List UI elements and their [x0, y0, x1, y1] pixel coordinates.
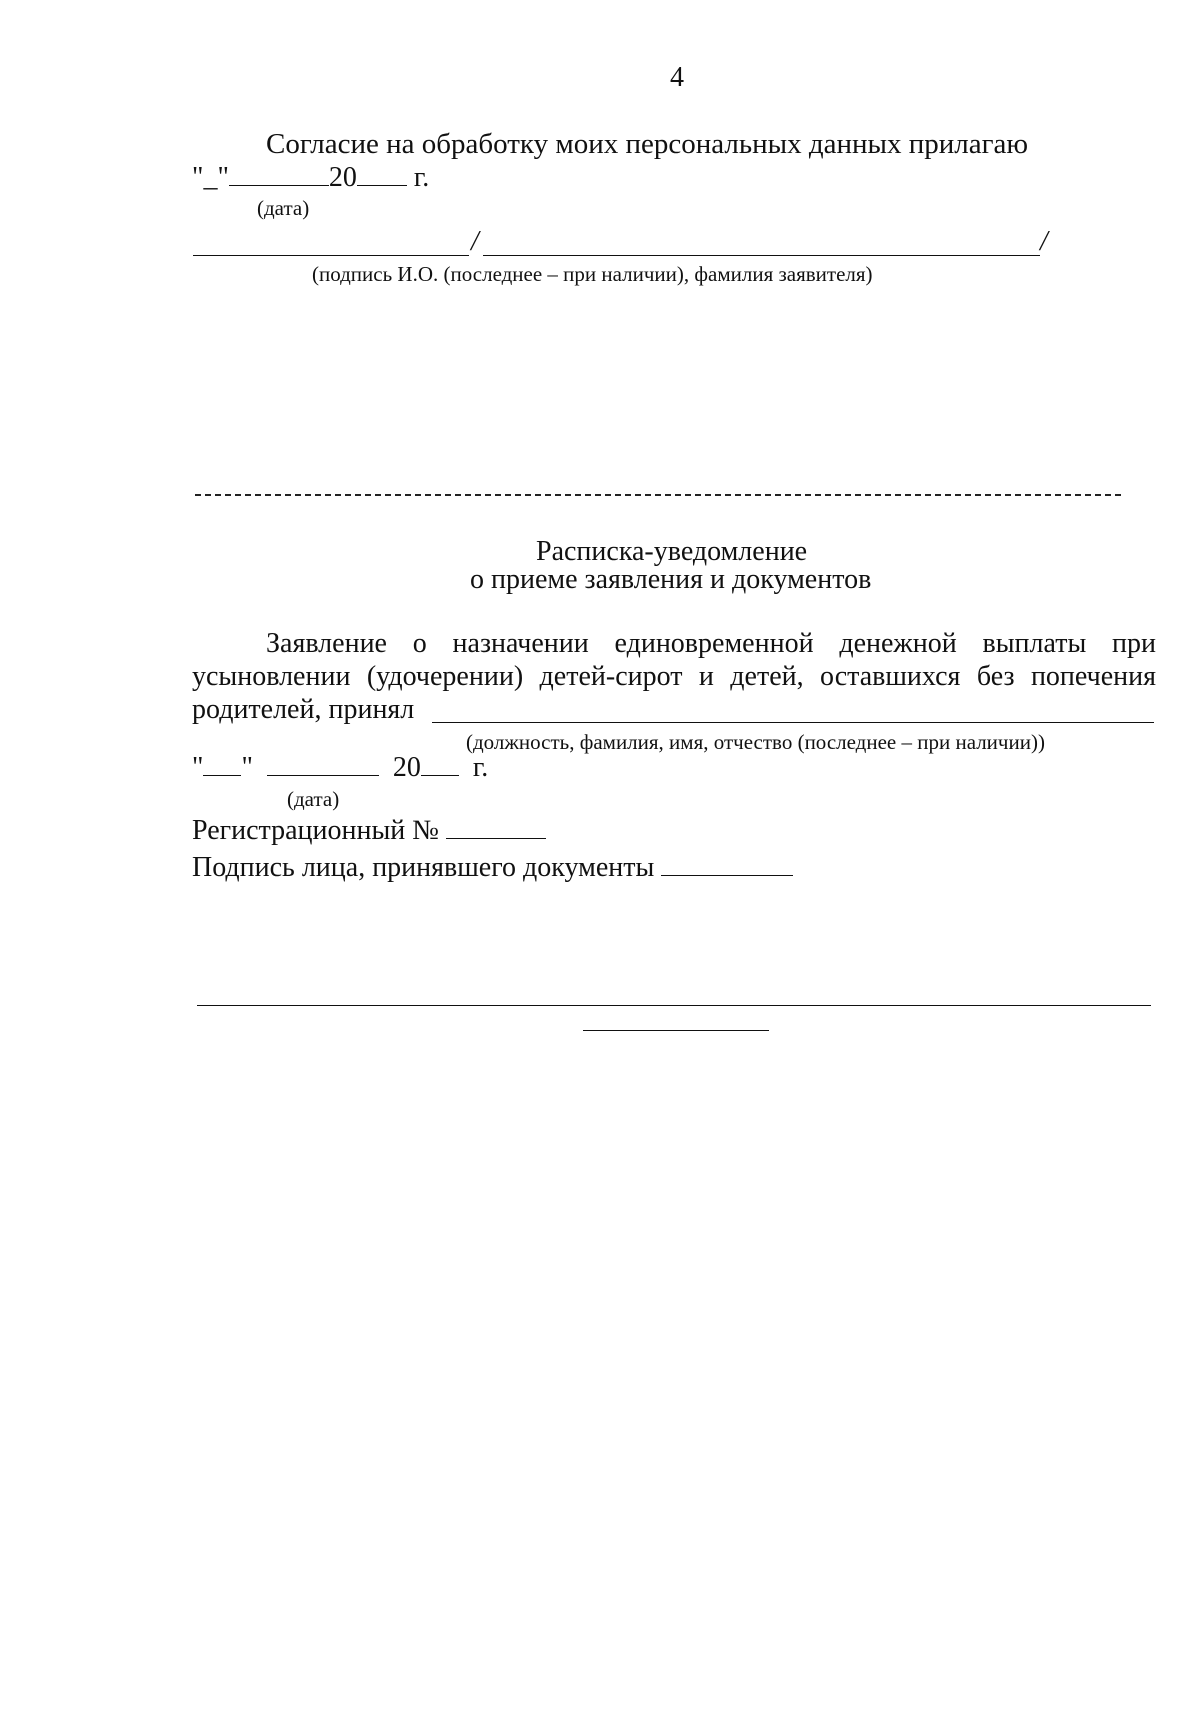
- receipt-signature-blank: [661, 874, 793, 876]
- receipt-date-open-quote: ": [192, 752, 204, 783]
- consent-date-open-quote: ": [192, 162, 204, 193]
- consent-date-day-blank: _: [203, 162, 218, 193]
- consent-date-suffix: г.: [413, 162, 430, 193]
- receipt-position-caption: (должность, фамилия, имя, отчество (последнее – при наличии)): [466, 730, 1045, 754]
- cut-line-divider: [195, 494, 1121, 496]
- receipt-reg-number-blank: [446, 837, 546, 839]
- end-of-form-rule: [197, 1005, 1151, 1006]
- receipt-date-caption: (дата): [287, 787, 340, 811]
- receipt-date-year-prefix: 20: [392, 752, 421, 783]
- consent-slash-2: /: [1040, 226, 1048, 257]
- consent-date-month-blank: [229, 184, 329, 186]
- receipt-title-line2: о приеме заявления и документов: [470, 564, 872, 595]
- receipt-date-line: [192, 752, 488, 784]
- consent-signature-caption: (подпись И.О. (последнее – при наличии), фамилия заявителя): [312, 262, 873, 286]
- consent-surname-blank: [483, 255, 1040, 256]
- consent-date-year-blank: [357, 184, 407, 186]
- receipt-reg-number-label: Регистрационный №: [192, 815, 439, 846]
- receipt-date-close-quote: ": [241, 752, 253, 783]
- receipt-title-line1: Расписка-уведомление: [536, 536, 808, 567]
- consent-slash-1: /: [471, 226, 479, 257]
- consent-date-close-quote: ": [217, 162, 229, 193]
- consent-text: Согласие на обработку моих персональных данных прилагаю: [266, 128, 1029, 160]
- receipt-paragraph-text: Заявление о назначении единовременной денежной выплаты при усыновлении (удочерении) детей-сирот и детей, оставшихся без попечения родителей, принял: [192, 628, 1156, 725]
- consent-signature-blank: [193, 255, 469, 256]
- receipt-paragraph: [192, 627, 1156, 726]
- receipt-signature-label: Подпись лица, принявшего документы: [192, 852, 655, 883]
- page-number: 4: [670, 62, 684, 93]
- receipt-accepted-by-blank: [432, 722, 1154, 723]
- receipt-date-suffix: г.: [472, 752, 489, 783]
- receipt-reg-number-line: [192, 815, 546, 847]
- end-of-document-short-rule: [583, 1030, 769, 1031]
- consent-date-year-prefix: 20: [328, 162, 357, 193]
- receipt-signature-line: [192, 852, 793, 884]
- receipt-date-month-blank: [267, 774, 379, 776]
- receipt-date-day-blank: [203, 774, 241, 776]
- consent-date-line: [192, 162, 429, 194]
- receipt-date-year-blank: [421, 774, 459, 776]
- consent-date-caption: (дата): [257, 196, 310, 220]
